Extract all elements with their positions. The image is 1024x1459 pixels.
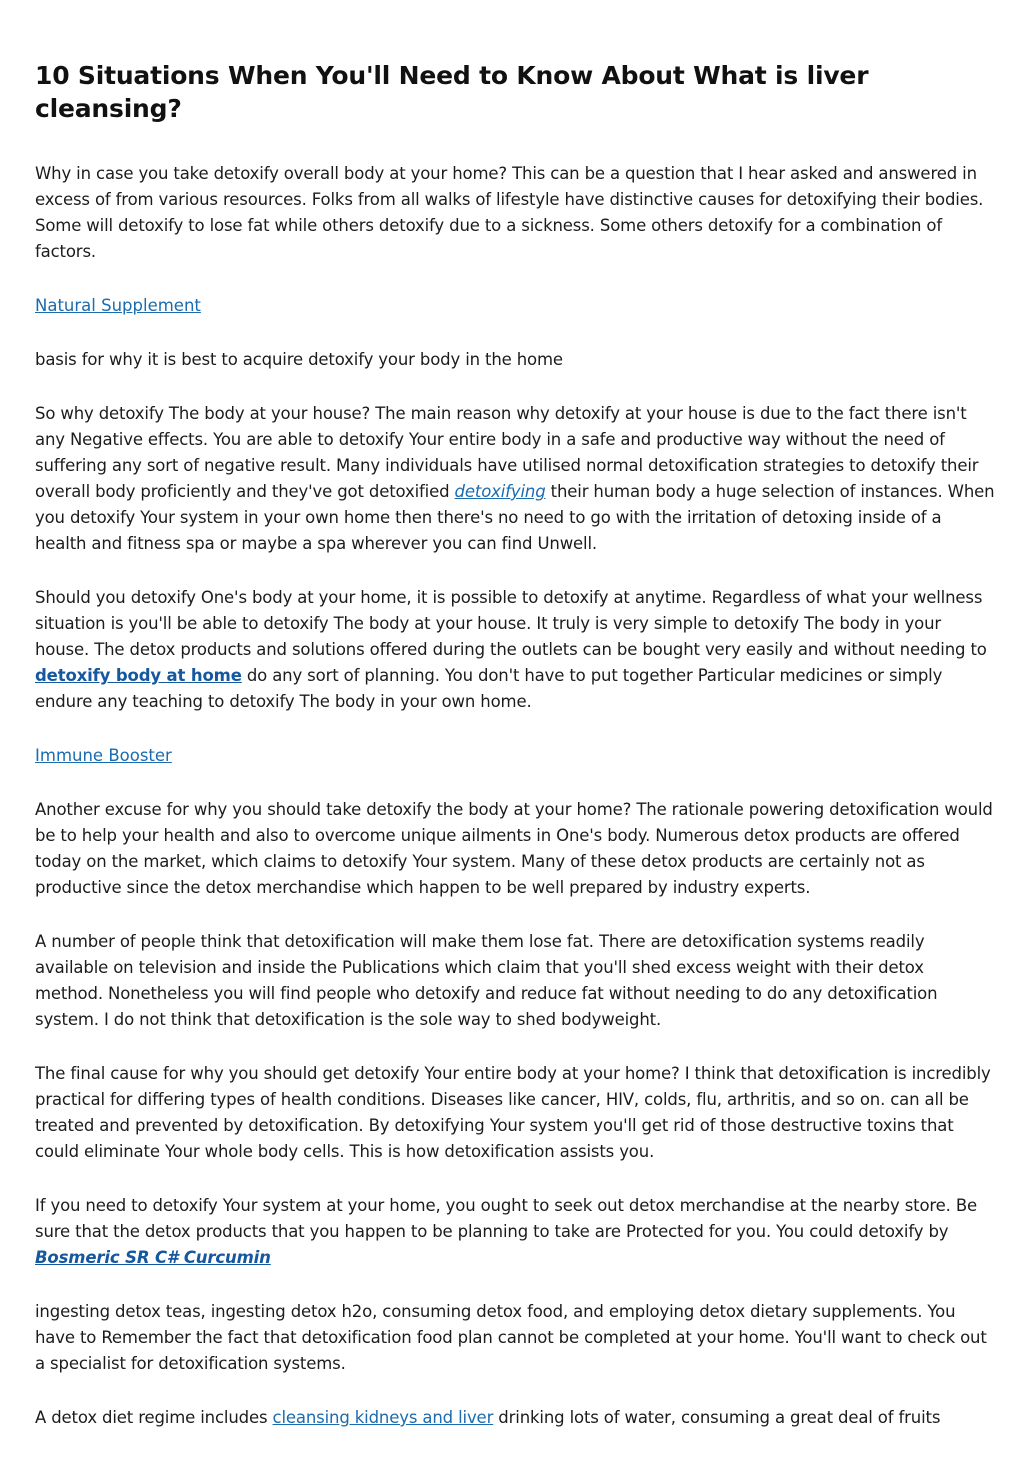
- paragraph-text: drinking lots of water, consuming a great deal of fruits: [493, 1408, 941, 1427]
- bosmeric-link[interactable]: Bosmeric SR C# Curcumin: [35, 1248, 271, 1267]
- paragraph-another-excuse: Another excuse for why you should take detoxify the body at your home? The rationale powering detoxification would be to help your health and also to overcome unique ailments in One's body. Numerous detox products are offered today on the market, which claims to detoxify Your system. Many of these detox products are certainly not as productive since the detox merchandise which happen to be well prepared by industry experts.: [35, 800, 993, 897]
- paragraph-text: Should you detoxify One's body at your home, it is possible to detoxify at anytime. Regardless of what your wellness situation is you'll be able to detoxify The body at your house. It truly is very simple to detoxify The body in your house. The detox products and solutions offered during the outlets can be bought very easily and without needing to: [35, 588, 987, 659]
- detoxifying-link[interactable]: detoxifying: [454, 482, 546, 501]
- paragraph-detox-diet: [35, 1405, 995, 1431]
- detoxify-body-at-home-link[interactable]: detoxify body at home: [35, 666, 242, 685]
- paragraph-anytime: [35, 585, 995, 715]
- link-line-immune-booster: [35, 743, 995, 769]
- link-line-natural-supplement: [35, 293, 995, 319]
- paragraph-final-cause: The final cause for why you should get detoxify Your entire body at your home? I think that detoxification is incredibly practical for differing types of health conditions. Diseases like cancer, HIV, colds, flu, arthritis, and so on. can all be treated and prevented by detoxification. By detoxifying Your system you'll get rid of those destructive toxins that could eliminate Your whole body cells. This is how detoxification assists you.: [35, 1064, 991, 1161]
- paragraph-text: So why detoxify The body at your house? The main reason why detoxify at your house is due to the fact there isn't any Negative effects. You are able to detoxify Your entire body in a safe and productive way without the need of suffering any sort of negative result. Many individuals have utilised normal detoxification strategies to detoxify their overall body proficiently and they've got detoxified: [35, 404, 979, 501]
- paragraph-text: If you need to detoxify Your system at your home, you ought to seek out detox merchandise at the nearby store. Be sure that the detox products that you happen to be planning to take are Protected for you. You could detoxify by: [35, 1196, 978, 1241]
- paragraph-nearby-store: [35, 1193, 995, 1271]
- paragraph-text: their human body a huge selection of instances. When you detoxify Your system in your own home then there's no need to go with the irritation of detoxing inside of a health and fitness spa or maybe a spa wherever you can find Unwell.: [35, 482, 995, 553]
- paragraph-text: do any sort of planning. You don't have to put together Particular medicines or simply endure any teaching to detoxify The body in your own home.: [35, 666, 943, 711]
- paragraph-lose-fat: A number of people think that detoxification will make them lose fat. There are detoxification systems readily available on television and inside the Publications which claim that you'll shed excess weight with their detox method. Nonetheless you will find people who detoxify and reduce fat without needing to do any detoxification system. I do not think that detoxification is the sole way to shed bodyweight.: [35, 932, 938, 1029]
- document-page: [35, 60, 995, 1459]
- immune-booster-link[interactable]: Immune Booster: [35, 746, 172, 765]
- paragraph-why-detoxify: [35, 401, 995, 557]
- natural-supplement-link[interactable]: Natural Supplement: [35, 296, 201, 315]
- page-title: 10 Situations When You'll Need to Know About What is liver cleansing?: [35, 61, 869, 123]
- paragraph-text: A detox diet regime includes: [35, 1408, 273, 1427]
- paragraph-ingesting: ingesting detox teas, ingesting detox h2o, consuming detox food, and employing detox dietary supplements. You have to Remember the fact that detoxification food plan cannot be completed at your home. You'll want to check out a specialist for detoxification systems.: [35, 1302, 987, 1373]
- paragraph-basis: basis for why it is best to acquire detoxify your body in the home: [35, 350, 563, 369]
- paragraph-intro: Why in case you take detoxify overall body at your home? This can be a question that I hear asked and answered in excess of from various resources. Folks from all walks of lifestyle have distinctive causes for detoxifying their bodies. Some will detoxify to lose fat while others detoxify due to a sickness. Some others detoxify for a combination of factors.: [35, 164, 984, 261]
- cleansing-kidneys-link[interactable]: cleansing kidneys and liver: [272, 1408, 494, 1427]
